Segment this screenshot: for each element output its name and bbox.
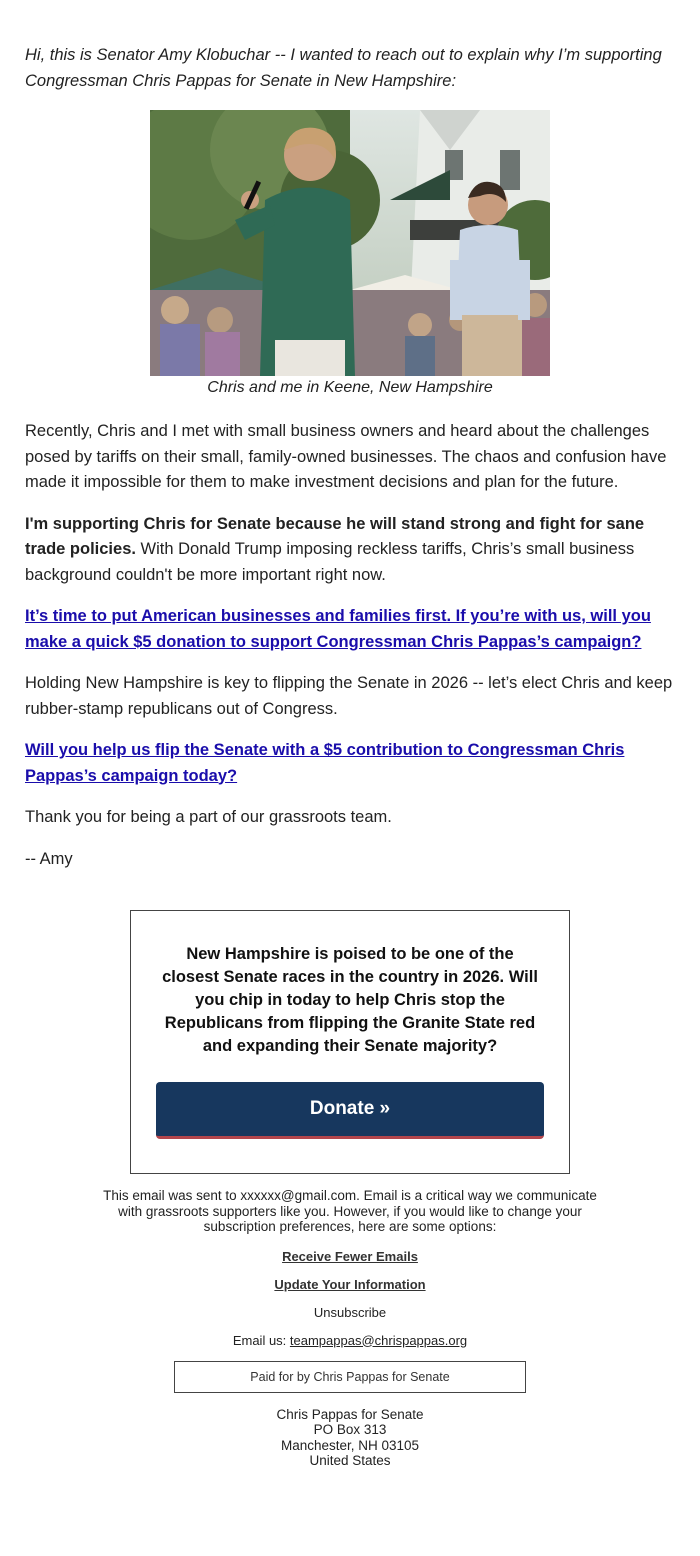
email-us-link[interactable]: teampappas@chrispappas.org bbox=[289, 1332, 468, 1348]
footer-notice: This email was sent to xxxxxx@gmail.com. Email is a critical way we communicate with grassroots supporters like you. However, if you would like to change your subscription preferences, here are some options: bbox=[103, 1188, 597, 1234]
address-line: PO Box 313 bbox=[313, 1422, 387, 1437]
cta-paragraph-2 bbox=[25, 738, 675, 789]
donate-link-1[interactable]: It’s time to put American businesses and families first. If you’re with us, will you make a quick $5 donation to support Congressman Chris Pappas’s campaign? bbox=[25, 607, 651, 651]
paragraph-senate: Holding New Hampshire is key to flipping the Senate in 2026 -- let’s elect Chris and keep rubber-stamp republicans out of Congress. bbox=[25, 674, 673, 718]
thanks-text: Thank you for being a part of our grassroots team. bbox=[25, 808, 392, 826]
paragraph-support-bold: I'm supporting Chris for Senate because he will stand strong and fight for sane trade policies. bbox=[25, 514, 645, 558]
donate-link-2[interactable]: Will you help us flip the Senate with a $5 contribution to Congressman Chris Pappas’s campaign today? bbox=[25, 741, 625, 785]
signoff-text: -- Amy bbox=[25, 849, 73, 868]
photo-block bbox=[25, 110, 675, 397]
address-line: United States bbox=[309, 1453, 391, 1468]
paragraph-tariffs: Recently, Chris and I met with small business owners and heard about the challenges posed by tariffs on their small, family-owned businesses. The chaos and confusion have made it impossible for them to make investment decisions and plan for the future. bbox=[25, 422, 667, 491]
cta-paragraph-1 bbox=[25, 604, 675, 655]
address-line: Chris Pappas for Senate bbox=[276, 1406, 424, 1422]
unsubscribe-link[interactable]: Unsubscribe bbox=[313, 1304, 387, 1320]
address-line: Manchester, NH 03105 bbox=[280, 1437, 420, 1453]
donate-box bbox=[130, 910, 570, 1174]
event-photo bbox=[150, 110, 550, 376]
paid-for-box: Paid for by Chris Pappas for Senate bbox=[174, 1361, 526, 1393]
donate-button[interactable]: Donate » bbox=[156, 1082, 544, 1139]
paragraph-support bbox=[25, 512, 675, 589]
intro-text: Hi, this is Senator Amy Klobuchar -- I wanted to reach out to explain why I’m supporting Congressman Chris Pappas for Senate in New Hampshire: bbox=[25, 46, 662, 90]
paragraph-support-rest: With Donald Trump imposing reckless tariffs, Chris’s small business background couldn't be more important right now. bbox=[25, 540, 635, 584]
email-us-line bbox=[25, 1333, 675, 1348]
update-information-link[interactable]: Update Your Information bbox=[274, 1276, 426, 1292]
donate-box-text: New Hampshire is poised to be one of the closest Senate races in the country in 2026. Will you chip in today to help Chris stop the Republicans from flipping the Granite State red and expanding their Senate majority? bbox=[162, 945, 538, 1055]
receive-fewer-emails-link[interactable]: Receive Fewer Emails bbox=[282, 1248, 418, 1264]
email-us-label: Email us: bbox=[232, 1332, 290, 1348]
photo-caption: Chris and me in Keene, New Hampshire bbox=[207, 379, 493, 396]
footer-links bbox=[25, 1249, 675, 1348]
mailing-address bbox=[25, 1407, 675, 1469]
